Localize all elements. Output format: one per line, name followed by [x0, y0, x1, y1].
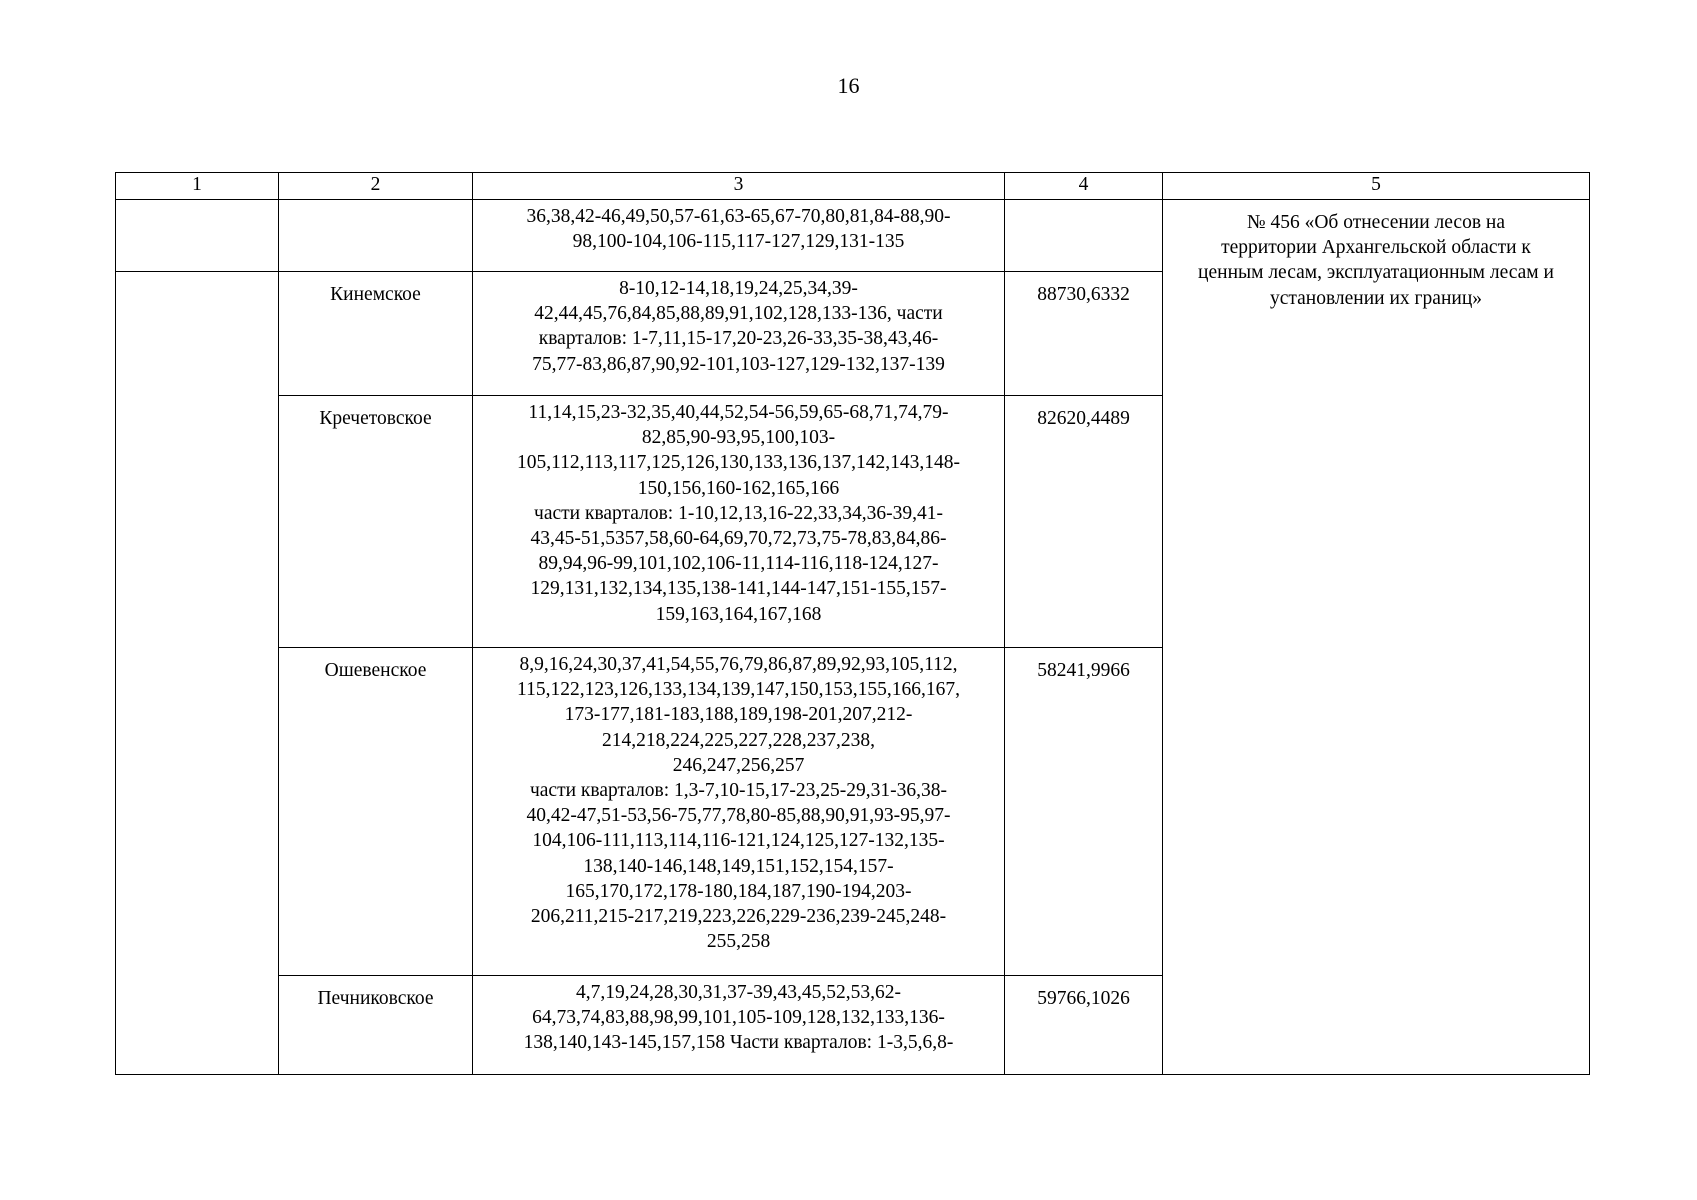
column-header: 4	[1005, 173, 1163, 200]
quarters-line: 43,45-51,5357,58,60-64,69,70,72,73,75-78,83,84,86-	[530, 528, 947, 550]
quarters-line: 11,14,15,23-32,35,40,44,52,54-56,59,65-68,71,74,79-	[528, 402, 949, 423]
area-cell: 59766,1026	[1005, 976, 1163, 1075]
forestry-name-cell: Кинемское	[279, 272, 473, 396]
quarters-line: 255,258	[706, 931, 771, 953]
column-header: 5	[1163, 173, 1590, 200]
quarters-line: 206,211,215-217,219,223,226,229-236,239-245,248-	[530, 906, 947, 928]
column-header: 2	[279, 173, 473, 200]
quarters-line: 8-10,12-14,18,19,24,25,34,39-	[619, 278, 858, 299]
quarters-line: 75,77-83,86,87,90,92-101,103-127,129-132,137-139	[532, 353, 945, 375]
quarters-line: кварталов: 1-7,11,15-17,20-23,26-33,35-38,43,46-	[538, 328, 939, 350]
forestry-name-cell: Кречетовское	[279, 396, 473, 648]
quarters-line: 36,38,42-46,49,50,57-61,63-65,67-70,80,81,84-88,90-	[526, 206, 951, 227]
quarters-line: 104,106-111,113,114,116-121,124,125,127-132,135-	[532, 830, 945, 852]
quarters-line: 246,247,256,257	[672, 754, 805, 776]
quarters-cell	[473, 648, 1005, 976]
quarters-line: 165,170,172,178-180,184,187,190-194,203-	[565, 880, 912, 902]
quarters-cell	[473, 396, 1005, 648]
table-row	[116, 200, 1590, 272]
forestry-name-cell	[279, 200, 473, 272]
quarters-cell	[473, 976, 1005, 1075]
quarters-line: 115,122,123,126,133,134,139,147,150,153,155,166,167,	[517, 679, 960, 701]
forestry-name-cell: Печниковское	[279, 976, 473, 1075]
quarters-cell	[473, 200, 1005, 272]
area-cell: 88730,6332	[1005, 272, 1163, 396]
quarters-line: части кварталов: 1-10,12,13,16-22,33,34,36-39,41-	[534, 502, 943, 524]
legal-reference-line: ценным лесам, эксплуатационным лесам и	[1198, 262, 1554, 284]
legal-reference-line: территории Архангельской области к	[1221, 237, 1531, 259]
table-header-row	[116, 173, 1590, 200]
quarters-line: 40,42-47,51-53,56-75,77,78,80-85,88,90,91,93-95,97-	[526, 805, 951, 827]
quarters-line: 98,100-104,106-115,117-127,129,131-135	[572, 231, 905, 253]
area-cell: 82620,4489	[1005, 396, 1163, 648]
legal-reference-line: № 456 «Об отнесении лесов на	[1246, 212, 1505, 233]
quarters-line: части кварталов: 1,3-7,10-15,17-23,25-29,31-36,38-	[529, 780, 948, 802]
area-cell	[1005, 200, 1163, 272]
column-header: 3	[473, 173, 1005, 200]
quarters-line: 129,131,132,134,135,138-141,144-147,151-155,157-	[530, 578, 947, 600]
forestry-name-cell: Ошевенское	[279, 648, 473, 976]
quarters-line: 4,7,19,24,28,30,31,37-39,43,45,52,53,62-	[576, 982, 901, 1003]
quarters-line: 138,140-146,148,149,151,152,154,157-	[583, 855, 894, 877]
column-header: 1	[116, 173, 279, 200]
page-number: 16	[837, 73, 860, 98]
quarters-line: 173-177,181-183,188,189,198-201,207,212-	[564, 704, 913, 726]
quarters-line: 89,94,96-99,101,102,106-11,114-116,118-124,127-	[538, 553, 939, 575]
quarters-line: 214,218,224,225,227,228,237,238,	[602, 729, 875, 751]
quarters-line: 64,73,74,83,88,98,99,101,105-109,128,132,133,136-	[532, 1007, 945, 1029]
region-cell	[116, 200, 279, 272]
area-cell: 58241,9966	[1005, 648, 1163, 976]
quarters-cell	[473, 272, 1005, 396]
quarters-line: 138,140,143-145,157,158 Части кварталов: 1-3,5,6,8-	[523, 1032, 954, 1054]
region-cell	[116, 272, 279, 1075]
quarters-line: 159,163,164,167,168	[655, 603, 822, 625]
quarters-line: 105,112,113,117,125,126,130,133,136,137,142,143,148-	[516, 452, 961, 474]
legal-reference-line: установлении их границ»	[1269, 287, 1483, 309]
forest-quarters-table	[115, 172, 1590, 1075]
quarters-line: 82,85,90-93,95,100,103-	[641, 427, 836, 449]
quarters-line: 8,9,16,24,30,37,41,54,55,76,79,86,87,89,92,93,105,112,	[519, 654, 958, 675]
quarters-line: 42,44,45,76,84,85,88,89,91,102,128,133-136, части	[534, 303, 943, 325]
legal-reference-cell	[1163, 200, 1590, 1075]
quarters-line: 150,156,160-162,165,166	[637, 477, 840, 499]
